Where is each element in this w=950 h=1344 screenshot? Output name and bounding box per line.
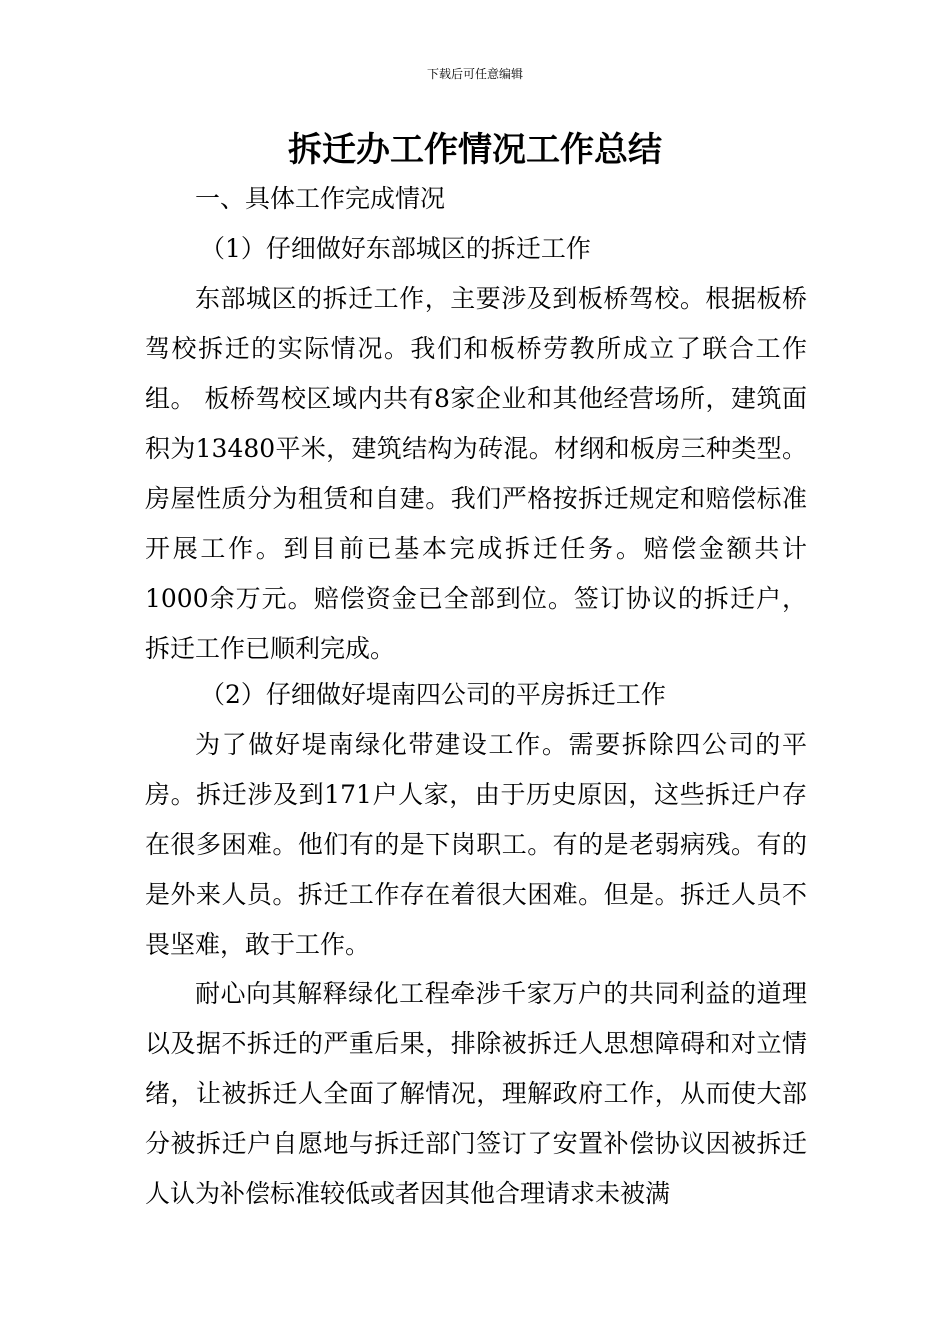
item-heading-one: （1）仔细做好东部城区的拆迁工作: [200, 234, 591, 263]
paragraph-text: 东部城区的拆迁工作，主要涉及到板桥驾校。根据板桥驾校拆迁的实际情况。我们和板桥劳教所成立了联合工作组。 板桥驾校区域内共有8家企业和其他经营场所，建筑面积为13480平米，建筑结构为砖混。材纲和板房三种类型。房屋性质分为租赁和自建。我们严格按拆迁规定和赔偿标准开展工作。到目前已基本完成拆迁任务。赔偿金额共计1000余万元。赔偿资金已全部到位。签订协议的拆迁户，拆迁工作已顺利完成。: [145, 284, 807, 663]
section-heading-one: 一、具体工作完成情况: [195, 184, 446, 213]
paragraph-text: 为了做好堤南绿化带建设工作。需要拆除四公司的平房。拆迁涉及到171户人家，由于历史原因，这些拆迁户存在很多困难。他们有的是下岗职工。有的是老弱病残。有的是外来人员。拆迁工作存在着很大困难。但是。拆迁人员不畏坚难，敢于工作。: [145, 730, 807, 959]
paragraph-explanation: [145, 969, 807, 1219]
paragraph-text: 耐心向其解释绿化工程牵涉千家万户的共同利益的道理以及据不拆迁的严重后果，排除被拆迁人思想障碍和对立情绪，让被拆迁人全面了解情况，理解政府工作，从而使大部分被拆迁户自愿地与拆迁部门签订了安置补偿协议因被拆迁人认为补偿标准较低或者因其他合理请求未被满: [145, 979, 807, 1208]
header-note: 下载后可任意编辑: [426, 67, 523, 81]
item-heading-two: （2）仔细做好堤南四公司的平房拆迁工作: [200, 680, 666, 709]
document-title: 拆迁办工作情况工作总结: [288, 130, 662, 170]
paragraph-east-district: [145, 274, 807, 674]
paragraph-dinan-company: [145, 720, 807, 970]
